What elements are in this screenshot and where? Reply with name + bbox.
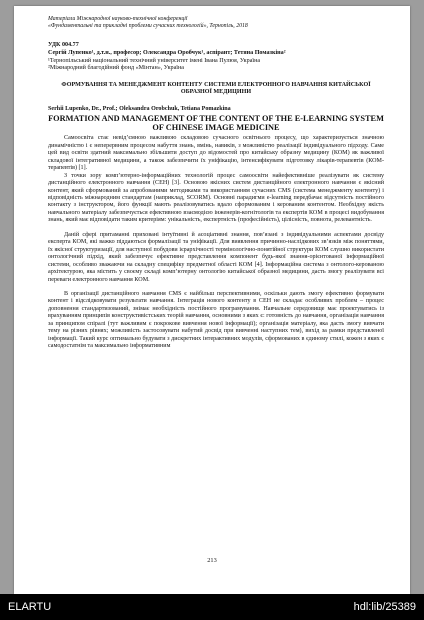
title-ukrainian: ФОРМУВАННЯ ТА МЕНЕДЖМЕНТ КОНТЕНТУ СИСТЕМИ ЕЛЕКТРОННОГО НАВЧАННЯ КИТАЙСЬКОЇ ОБРАЗНОЇ МЕДИЦИНИ — [61, 81, 371, 96]
body-paragraph-4: В організації дистанційного навчання CMS є найбільш перспективними, оскільки дають змогу ефективно формувати контент і відслідковувати результати навчання. Інтеграція нового контенту в СЕН не складає особливих проблем – процес доповнення стандартизований, знімає необхідність постійного програмування. Навчальне середовище має проектуватись із врахуванням принципів конструктивістських теорій навчання, основними з яких є: готовність до навчання, організація навчання за принципом спіралі (тут важливим є покрокове вивчення нової інформації); організація матеріалу, яка дасть змогу вивчати тему на різних рівнях; можливість застосовувати набутий досвід при вивченні наступних тем), вихід за рамки представленої інформації. Такий курс оптимально будувати з дискретних інтерактивних модулів, сформованих в єдиному стилі, кожен з яких є самодостатнім та максимально інформативним — [48, 290, 384, 350]
body-paragraph-2: З точки зору комп’ютерно-інформаційних технологій процес самоосвіти найефективніше реалізувати як систему дистанційного електронного навчання (СЕН) [3]. Основою якісних систем дистанційного електронного навчання є якісний контент, який сформований за апробованими методиками та використанням сучасних CMS (система менеджменту контенту) і відповідність міжнародним стандартам (наприклад, SCORM). Основні парадигми е-learning передбачає відсутність постійного контакту з інструктором, його функції мають реалізовуватись вдало сформованим і керованим контентом. Необхідну якість навчального матеріалу забезпечується ефективною взаємодією інженерів-когнітологів та експертів КОМ в процесі видобування знань, який має відповідати таким критеріям: унікальність, експертність (професійність), цілісність, повнота, релевантність. — [48, 172, 384, 224]
conference-header — [48, 16, 384, 30]
affiliation-1: ¹Тернопільський національний технічний університет імені Івана Пулюя, Україна — [48, 57, 261, 64]
affiliation-2: ²Міжнародний благодійний фонд «Мінтан», Україна — [48, 65, 184, 72]
udk-code: УДК 004.77 — [48, 42, 79, 48]
document-page — [14, 6, 410, 594]
authors-ukrainian: Сергій Лупенко¹, д.т.н., професор; Олександра Оробчук¹, аспірант; Тетяна Помазкіна² — [48, 50, 286, 57]
page-content — [48, 16, 384, 351]
page-number: 213 — [207, 557, 217, 564]
handle-id: hdl:lib/25389 — [353, 601, 416, 613]
authors-english: Serhii Lupenko, Dr., Prof.; Oleksandra Orobchuk, Tetiana Pomazkina — [48, 105, 231, 112]
conference-header-line-2: «Фундаментальні та прикладні проблеми сучасних технологій», Тернопіль, 2018 — [48, 23, 248, 29]
body-paragraph-3: Даній сфері притаманні приховані інтуїтивні й асоціативні знання, пов’язані з індивідуальними аспектами досвіду експерта КОМ, які важко піддаються формалізації та уніфікації. Для виявлення причинно-наслідкових зв’язків між поняттями, їх якісної структуризації, для наступної побудови ієрархічності термінологічно-понятійної структури КОМ слушно використати онтологічний підхід, який забезпечує ефективне представлення компонент будь-якої знання-орієнтованої інформаційної системи, особливо зважаючи на складну специфіку предметної області КОМ [4]. Інформаційна система з онтолого-керованою архітектурою, яка містить у своєму складі комп’ютерну онтологію китайської образної медицини, дасть змогу реалізувати всі переваги електронного навчання КОМ. — [48, 231, 384, 283]
title-english: FORMATION AND MANAGEMENT OF THE CONTENT OF THE E-LEARNING SYSTEM OF CHINESE IMAGE MEDICINE — [48, 114, 384, 133]
body-paragraph-1: Самоосвіта стає невід’ємною важливою складовою сучасного освітнього процесу, що характеризується значною динамічністю і є неперервним процесом набуття знань, вмінь, навиків, з можливістю реалізації індивідуального підходу. Саме цей вид освіти здатний максимально збільшити доступ до відомостей про китайську образну медицину (КОМ) як важливої складової інтегративної медицини, а також забезпечити їх уніфікацію, інтенсифікувати підготовку лікарів-терапевтів (КОМ-терапевтів) [1]. — [48, 135, 384, 172]
repository-footer-bar — [0, 594, 424, 620]
repository-name: ELARTU — [8, 601, 52, 613]
conference-header-line-1: Матеріали Міжнародної науково-технічної конференції — [48, 16, 188, 22]
